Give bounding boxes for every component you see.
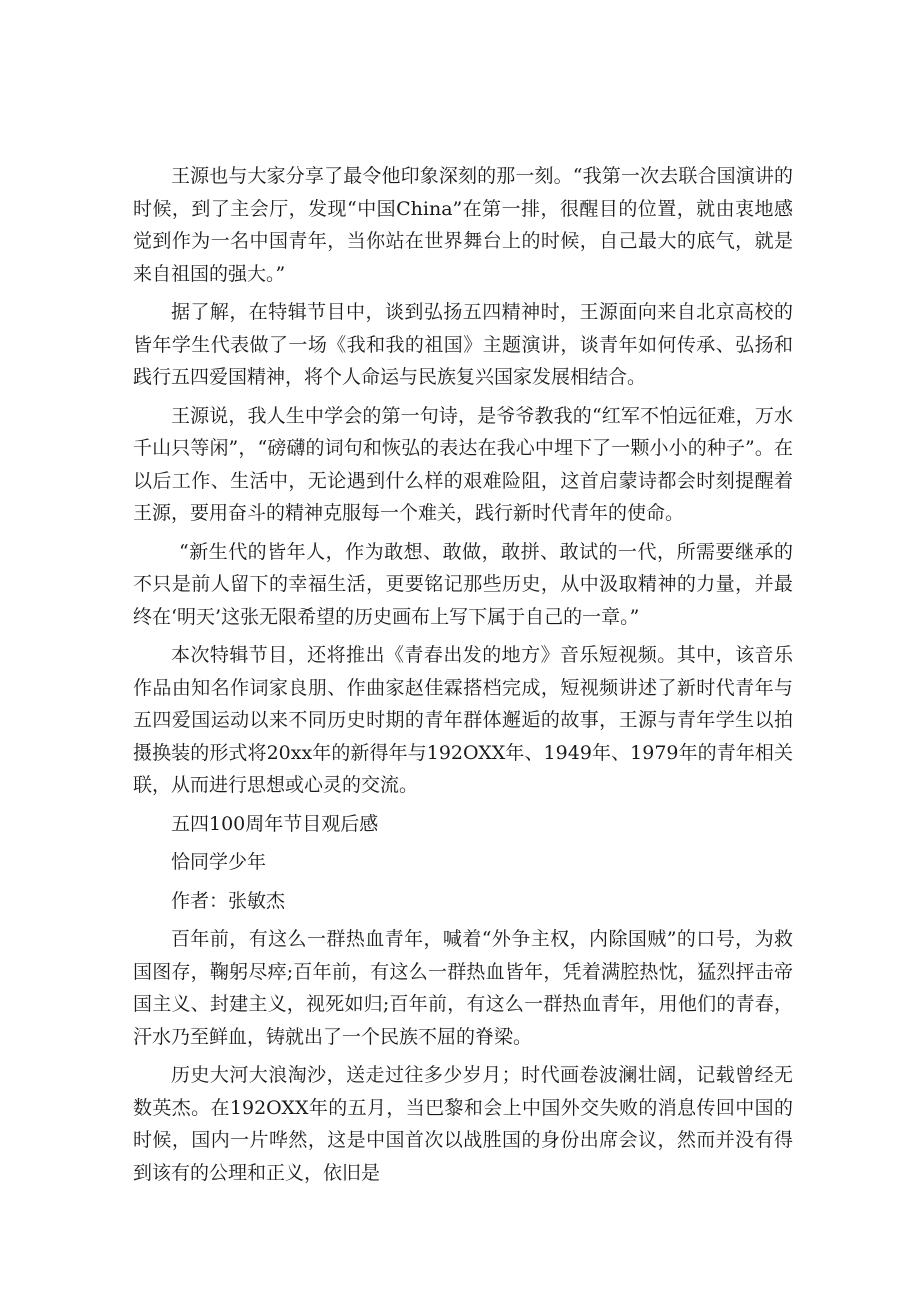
paragraph-first-poem: 王源说，我人生中学会的第一句诗，是爷爷教我的“红军不怕远征难，万水千山只等闲”，“磅礴的词句和恢弘的表达在我心中埋下了一颗小小的种子”。在以后工作、生活中，无论遇到什么样的艰难险阻，这首启蒙诗都会时刻提醒着王源，要用奋斗的精神克服每一个难关，践行新时代青年的使命。 xyxy=(133,404,793,524)
paragraph-hundred-years-ago: 百年前，有这么一群热血青年，喊着“外争主权，内除国贼”的口号，为救国图存，鞠躬尽瘁;百年前，有这么一群热血皆年，凭着满腔热忱，猛烈抨击帝国主义、封建主义，视死如归;百年前，有这么一群热血青年，用他们的青春，汗水乃至鲜血，铸就出了一个民族不屈的脊梁。 xyxy=(133,928,793,1048)
paragraph-history-river: 历史大河大浪淘沙，送走过往多少岁月；时代画卷波澜壮阔，记载曾经无数英杰。在192OXX年的五月，当巴黎和会上中国外交失败的消息传回中国的时候，国内一片哗然，这是中国首次以战胜国的身份出席会议，然而并没有得到该有的公理和正义，依旧是 xyxy=(133,1064,793,1184)
paragraph-new-generation-quote: “新生代的皆年人，作为敢想、敢做，敢拼、敢试的一代，所需要继承的不只是前人留下的幸福生活，更要铭记那些历史，从中汲取精神的力量，并最终在‘明天’这张无限希望的历史画布上写下属于自己的一章。” xyxy=(133,540,793,628)
paragraph-special-program: 据了解，在特辑节目中，谈到弘扬五四精神时，王源面向来自北京高校的皆年学生代表做了一场《我和我的祖国》主题演讲，谈青年如何传承、弘扬和践行五四爱国精神，将个人命运与民族复兴国家发展相结合。 xyxy=(133,301,793,388)
essay-title: 五四100周年节目观后感 xyxy=(171,812,379,835)
essay-subtitle: 恰同学少年 xyxy=(171,851,267,873)
essay-author: 作者：张敏杰 xyxy=(171,889,286,912)
paragraph-wangyuan-un-speech: 王源也与大家分享了最令他印象深刻的那一刻。“我第一次去联合国演讲的时候，到了主会厅，发现“中国China”在第一排，很醒目的位置，就由衷地感觉到作为一名中国青年，当你站在世界舞台上的时候，自己最大的底气，就是来自祖国的强大。” xyxy=(133,165,793,285)
paragraph-music-video: 本次特辑节目，还将推出《青春出发的地方》音乐短视频。其中，该音乐作品由知名作词家良朋、作曲家赵佳霖搭档完成，短视频讲述了新时代青年与五四爱国运动以来不同历史时期的青年群体邂逅的故事，王源与青年学生以拍摄换装的形式将20xx年的新得年与192OXX年、1949年、1979年的青年相关联，从而进行思想或心灵的交流。 xyxy=(133,644,793,796)
document-body xyxy=(133,160,793,1195)
